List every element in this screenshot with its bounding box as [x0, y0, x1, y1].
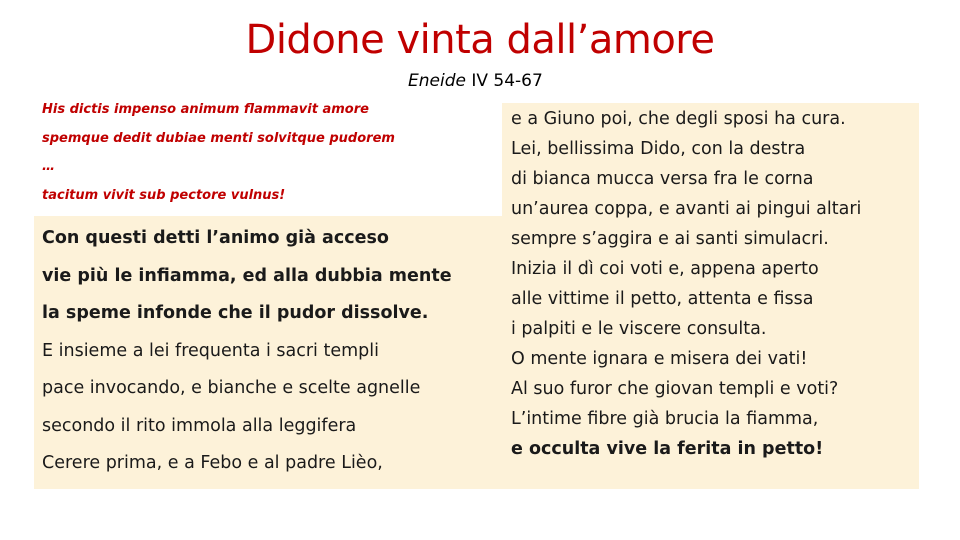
- verse-line: sempre s’aggira e ai santi simulacri.: [511, 229, 829, 249]
- work-title: Eneide: [408, 71, 466, 91]
- latin-line: His dictis impenso animum flammavit amore: [42, 102, 369, 117]
- verse-line: Cerere prima, e a Febo e al padre Lièo,: [42, 453, 383, 473]
- latin-quote: [42, 96, 462, 210]
- verse-line: secondo il rito immola alla leggifera: [42, 415, 357, 436]
- verse-line: L’intime fibre già brucia la fiamma,: [511, 409, 819, 429]
- verse-line: Al suo furor che giovan templi e voti?: [511, 379, 839, 399]
- verse-line: vie più le infiamma, ed alla dubbia mente: [42, 265, 452, 286]
- verse-line: Lei, bellissima Dido, con la destra: [511, 139, 806, 159]
- verse-line: pace invocando, e bianche e scelte agnelle: [42, 378, 421, 398]
- slide-title: Didone vinta dall’amore: [245, 17, 715, 63]
- verse-line: un’aurea coppa, e avanti ai pingui altari: [511, 199, 862, 219]
- verse-line: e occulta vive la ferita in petto!: [511, 439, 824, 459]
- translation-panel-left: [34, 216, 504, 489]
- verse-line: O mente ignara e misera dei vati!: [511, 349, 808, 369]
- verse-line: Inizia il dì coi voti e, appena aperto: [511, 259, 819, 279]
- verse-line: i palpiti e le viscere consulta.: [511, 319, 767, 339]
- verse-line: la speme infonde che il pudor dissolve.: [42, 303, 429, 323]
- latin-line: …: [42, 159, 55, 174]
- verse-line: alle vittime il petto, attenta e fissa: [511, 289, 814, 309]
- slide-subtitle: [408, 71, 543, 91]
- verse-line: di bianca mucca versa fra le corna: [511, 169, 814, 189]
- latin-line: spemque dedit dubiae menti solvitque pudorem: [42, 130, 395, 146]
- latin-line: tacitum vivit sub pectore vulnus!: [42, 187, 286, 203]
- verse-line: Con questi detti l’animo già acceso: [42, 228, 389, 248]
- verse-line: e a Giuno poi, che degli sposi ha cura.: [511, 109, 846, 129]
- verse-reference: IV 54-67: [465, 71, 543, 91]
- translation-panel-right: [502, 103, 919, 489]
- verse-line: E insieme a lei frequenta i sacri templi: [42, 340, 379, 361]
